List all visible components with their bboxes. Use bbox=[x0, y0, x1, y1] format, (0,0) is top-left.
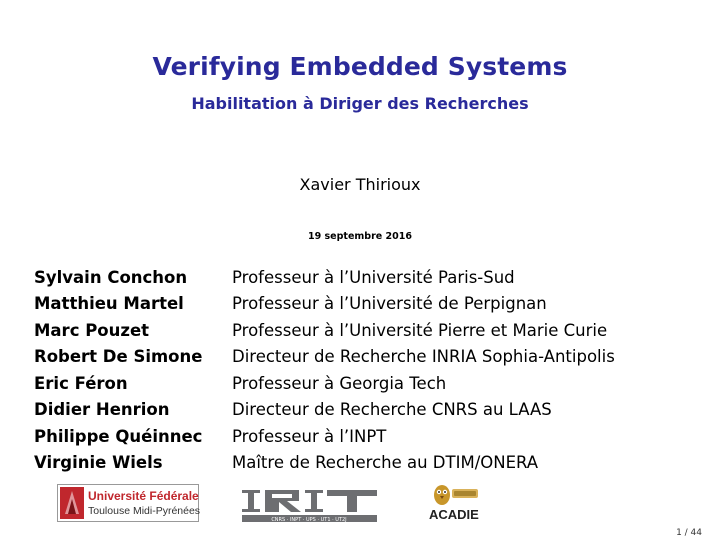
slide-title: Verifying Embedded Systems bbox=[152, 52, 568, 81]
slide-subtitle: Habilitation à Diriger des Recherches bbox=[191, 94, 529, 113]
jury-member-role: Directeur de Recherche INRIA Sophia-Antipolis bbox=[232, 347, 615, 367]
ufr-name-line1: Université Fédérale bbox=[88, 489, 199, 503]
jury-member-role: Professeur à Georgia Tech bbox=[232, 373, 447, 393]
jury-member-name: Robert De Simone bbox=[34, 347, 203, 367]
jury-member-role: Directeur de Recherche CNRS au LAAS bbox=[232, 400, 552, 420]
jury-member-name: Philippe Quéinnec bbox=[34, 426, 203, 446]
jury-member-role: Professeur à l’Université Pierre et Marie Curie bbox=[232, 320, 608, 340]
jury-member-name: Matthieu Martel bbox=[34, 294, 184, 314]
presentation-date: 19 septembre 2016 bbox=[308, 231, 412, 242]
jury-row bbox=[34, 344, 694, 371]
jury-row bbox=[34, 370, 694, 397]
ufr-name-line2: Toulouse Midi-Pyrénées bbox=[88, 505, 201, 517]
jury-member-name: Virginie Wiels bbox=[34, 453, 163, 473]
acadie-logo-text: ACADIE bbox=[429, 507, 479, 522]
universite-federale-logo bbox=[57, 484, 199, 522]
jury-member-role: Professeur à l’Université de Perpignan bbox=[232, 294, 547, 314]
jury-member-role: Professeur à l’Université Paris-Sud bbox=[232, 267, 515, 287]
jury-member-name: Sylvain Conchon bbox=[34, 267, 188, 287]
acadie-logo bbox=[424, 483, 488, 523]
author-name: Xavier Thirioux bbox=[299, 175, 421, 194]
jury-member-name: Marc Pouzet bbox=[34, 320, 150, 340]
jury-list bbox=[34, 264, 694, 476]
irit-logo-text: IRIT bbox=[141, 386, 143, 387]
jury-member-role: Maître de Recherche au DTIM/ONERA bbox=[232, 453, 539, 473]
jury-row bbox=[34, 291, 694, 318]
jury-member-role: Professeur à l’INPT bbox=[232, 426, 387, 446]
jury-member-name: Eric Féron bbox=[34, 373, 128, 393]
jury-member-name: Didier Henrion bbox=[34, 400, 170, 420]
irit-partners: CNRS · INPT · UPS · UT1 · UT2J bbox=[271, 517, 347, 523]
page-number: 1 / 44 bbox=[676, 528, 702, 538]
jury-row bbox=[34, 423, 694, 450]
jury-row bbox=[34, 264, 694, 291]
jury-row bbox=[34, 450, 694, 477]
jury-row bbox=[34, 317, 694, 344]
jury-row bbox=[34, 397, 694, 424]
